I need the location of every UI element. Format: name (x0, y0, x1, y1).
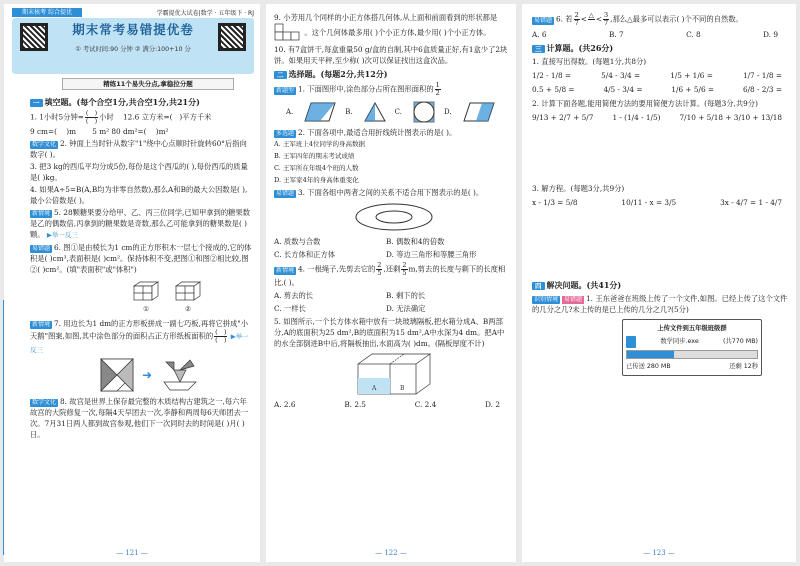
calc-item: 4/5 - 3/4 = (603, 85, 643, 94)
question-text: 6. 图①是由棱长为1 cm的正方形积木一层七个接成的,它的体积是( )cm³,表面积是( )cm²。保持体积不变,把图①和图②相比较,图②( )cm²。(填"表面积"或"体积") (30, 243, 252, 274)
section-tag: 一 (30, 99, 43, 107)
header-left-tag: 期末核考 综合提优 (12, 8, 82, 17)
calc-item: 6/8 - 2/3 = (742, 85, 782, 94)
option-d[interactable]: D. 2 (485, 400, 500, 409)
option-d[interactable]: D. 王军家4年的身高体重变化 (274, 176, 359, 184)
tangram-figure (100, 358, 254, 392)
equation-item: 10/11 - x = 3/5 (621, 198, 677, 207)
section-heading (532, 280, 788, 291)
shape-options (286, 101, 510, 123)
calc-item: 0.5 + 5/8 = (532, 85, 575, 94)
calc-item: 1 - (1/4 - 1/5) (612, 113, 661, 122)
question-5 (30, 207, 254, 241)
question-7: 新情境 7. 用边长为1 dm的正方形板拼成一副七巧板,再将它拼成"小天鹅"图案,如图,其中涂色部分的面积占正方形纸板面积的 ( ) ( ) ▶举一反三 (30, 319, 249, 354)
upload-title: 上传文件到五年级班级群 (657, 325, 727, 332)
options-row (274, 236, 510, 247)
qr-code-icon[interactable] (20, 23, 48, 51)
option-c[interactable]: C. 2.4 (414, 400, 437, 409)
question-mc-2 (274, 127, 510, 138)
options-row (532, 29, 788, 40)
question-text: 8. 故宫是世界上保存最完整的木质结构古建筑之一,每六年故宫的大院修复一次,每隔4天早团去一次,李静和两周每6天师团去一次。7月31日两人都到故宫参观,他们下一次同时去的时间是( )月( )日。 (30, 397, 249, 439)
q1b-part: 5 m² 80 dm²=( (92, 127, 147, 136)
question-4 (30, 184, 254, 206)
fraction-numerator: 2 (402, 261, 407, 269)
question-text: 4. 如果A÷5=B(A,B均为非零自然数),那么A和B的最大公因数是( ),最小公倍数是( )。 (30, 185, 248, 205)
tank-diagram (354, 352, 510, 396)
upload-progress-bar (626, 350, 758, 359)
cube-figure-2 (172, 278, 204, 315)
file-icon (626, 336, 636, 348)
question-text: 3. 把3 kg的西瓜平均分成5份,每份是这个西瓜的( ),每份西瓜的质量是( )kg。 (30, 162, 248, 182)
calc-question-2: 2. 计算下面各题,能用简便方法的要用简便方法计算。(每题3分,共9分) (532, 99, 758, 108)
option-a[interactable]: A. 剪去的长 (274, 291, 314, 300)
question-mc-4 (274, 262, 510, 288)
question-text: ,那么△最多可以表示( )个不同的自然数。 (610, 14, 743, 24)
section-tag: 四 (532, 282, 545, 290)
question-text: 。这个几何体最多用( )个小正方体,最少用( )个小正方体。 (304, 28, 491, 37)
q1-part: 12.6 立方米=( (123, 112, 173, 122)
question-text: 3. 下面各组中两者之间的关系不适合用下图表示的是( )。 (298, 188, 484, 197)
question-text: m,剪去的长度与剩下的长度相比,( )。 (274, 264, 506, 287)
option-a[interactable]: A. 质数与合数 (274, 237, 321, 246)
question-1b (30, 126, 254, 137)
upload-progress-fill (627, 351, 674, 358)
q1b-part: )m (66, 127, 76, 136)
fraction-numerator: 2 (574, 11, 579, 19)
option-label[interactable]: D. (444, 107, 452, 116)
q1b-part: )m² (155, 127, 169, 136)
calc-row (532, 70, 788, 81)
section-title: 填空题。(每个合空1分,共合空1分,共21分) (44, 97, 200, 107)
section-heading (30, 97, 254, 108)
question-8 (30, 396, 254, 440)
option-c[interactable]: C. 8 (686, 30, 701, 39)
section-heading (532, 43, 788, 54)
question-text: < (580, 14, 587, 24)
exam-header (12, 8, 254, 94)
calc-item: 7/10 + 5/18 + 3/10 + 13/18 (679, 113, 782, 122)
page-number: — 122 — (375, 549, 407, 557)
question-text: 1. 王东爸爸在班级上传了一个文件,如图。已经上传了这个文件的几分之几?未上传的是已上传的几分之几?(5分) (532, 294, 788, 314)
question-tag: 易错题 (32, 245, 51, 252)
question-10 (274, 44, 510, 66)
qr-code-icon[interactable] (218, 23, 246, 51)
calc-row (532, 112, 788, 123)
page-123 (522, 4, 796, 562)
question-tag: 新题型 (276, 86, 295, 94)
time-remaining: 还剩 12秒 (729, 363, 758, 370)
question-text: < (595, 14, 602, 24)
option-d[interactable]: D. 9 (763, 30, 778, 39)
equation-row (532, 197, 788, 208)
fraction-numerator: 1 (435, 81, 440, 89)
section-heading (274, 69, 510, 80)
option-c[interactable]: C. 一样长 (274, 304, 306, 313)
svg-text:B: B (400, 385, 405, 392)
section-title: 解决问题。(共41分) (546, 280, 622, 290)
q1-part: 小时 (99, 112, 114, 122)
figure-label: ① (143, 305, 149, 313)
question-tag: 易错题 (534, 16, 553, 24)
ellipse-diagram (354, 202, 510, 232)
options-row (274, 303, 510, 314)
section-tag: 二 (274, 71, 287, 79)
fraction-denominator: 5 (402, 269, 407, 277)
section-title: 计算题。(共26分) (546, 43, 614, 53)
calc-item: 5/4 - 3/4 = (601, 71, 641, 80)
header-right-tag: 学霸提优大试卷|数学 · 五年级下 · RJ (156, 10, 254, 17)
fraction-denominator: 2 (435, 89, 440, 97)
equation-item: x - 1/3 = 5/8 (532, 198, 578, 207)
question-mc-5 (274, 316, 510, 349)
option-d[interactable]: D. 无法确定 (386, 304, 426, 313)
option-label[interactable]: A. (286, 107, 294, 116)
fraction-numerator: 2 (377, 261, 382, 269)
calc-question-1: 1. 直接写出得数。(每题1分,共8分) (532, 57, 647, 66)
question-1: 1. 1小时5分钟= ( ) ( ) 小时 12.6 立方米=( )平方千米 (30, 109, 212, 125)
calc-row (532, 84, 788, 95)
question-tag: 数学文化 (32, 399, 57, 406)
question-tag: 多选题 (276, 130, 295, 137)
question-text: ,还剩 (383, 264, 401, 274)
section-title: 选择题。(每题2分,共12分) (288, 69, 388, 79)
option-c[interactable]: C. 长方体和正方体 (274, 250, 336, 259)
q1-part: )平方千米 (179, 112, 212, 122)
options-row (274, 399, 510, 410)
calc-item: 1/7 - 1/8 = (742, 71, 782, 80)
option-c[interactable]: C. 王军所在年级4个班的人数 (274, 164, 359, 172)
option-b[interactable]: B. 王军四年的期末考试成绩 (274, 152, 355, 160)
question-9 (274, 12, 510, 43)
question-tag: 数学文化 (32, 141, 57, 148)
page-number: — 121 — (116, 549, 148, 557)
page-121 (4, 4, 260, 562)
title-banner (12, 18, 254, 74)
page-number: — 123 — (643, 549, 675, 557)
q1b-part: 9 cm=( (30, 127, 57, 136)
arrow-icon: ➜ (142, 367, 153, 382)
calc-question-3: 3. 解方程。(每题3分,共9分) (532, 184, 625, 193)
fraction-denominator: 5 (377, 269, 382, 277)
question-tag: 新情境 (276, 266, 295, 274)
file-name: 数学同步.exe (660, 338, 699, 345)
option-b[interactable]: B. 剩下的长 (386, 291, 426, 300)
practice-link[interactable]: ▶举一反三 (30, 332, 249, 354)
question-mc-1 (274, 82, 510, 97)
options-row (274, 290, 510, 301)
question-text: 5. 如图所示,一个长方体水箱中放有一块玻璃隔板,把水箱分成A、B两部分,A的底面积为25 dm²,B的底面积为15 dm²,A中水深为4 dm。把A中的水全部倒进B中后,将隔板抽出,水面高为( )dm。(隔板厚度不计) (274, 317, 505, 348)
question-mc-6: 易错题 6. 若 $\frac{2}{7}$ < △ < $\frac{3}{7}$ ,那么△最多可以表示( )个不同的自然数。 (534, 11, 743, 27)
uploaded-amount: 已传送 280 MB (626, 363, 671, 370)
file-size: (共770 MB) (723, 338, 758, 345)
svg-text:A: A (372, 385, 377, 392)
tip-line: 精练11个易失分点,拿稳拉分题 (62, 78, 234, 90)
question-tag: 易错题 (276, 190, 295, 197)
calc-item: 1/6 + 5/6 = (671, 85, 715, 94)
section-tag: 三 (532, 45, 545, 53)
question-text: 5. 28颗糖果要分给甲、乙、丙三位同学,已知甲拿到的糖果数是乙的偶数倍,丙拿到的糖果数是奇数,那么乙可能拿到的糖果数是( )颗。 (30, 208, 251, 239)
question-tag: 新情境 (32, 210, 51, 217)
cube-figures (130, 278, 254, 315)
options-row (274, 249, 510, 260)
question-text: 2. 钟面上当时针从数字"1"绕中心点顺时针旋转60°后指向数字( )。 (30, 139, 247, 159)
option-b[interactable]: B. 7 (608, 30, 624, 39)
upload-dialog (622, 319, 762, 376)
question-tag: 识别情境 (534, 296, 559, 303)
option-b[interactable]: B. 偶数和4的倍数 (386, 237, 445, 246)
question-text: 2. 下面各项中,最适合用折线统计图表示的是( )。 (298, 128, 457, 137)
practice-link[interactable]: ▶举一反三 (46, 231, 78, 239)
question-2 (30, 138, 254, 160)
exam-info: ① 考试时间:90 分钟 ② 满分:100+10 分 (75, 46, 191, 53)
page-title: 期末常考易错提优卷 (72, 22, 194, 37)
question-text: 10. 有7盒饼干,每盒重量50 g/盒的自制,其中6盒质量正好,有1盒少了2块饼。如果用天平秤,至少称( )次可以保证找出这盒次品。 (274, 45, 508, 65)
calc-item: 1/5 + 1/6 = (670, 71, 713, 80)
question-tag: 新情境 (32, 321, 51, 328)
cube-figure-1 (130, 278, 162, 315)
question-text: 4. 一根绳子,先剪去它的 (298, 264, 376, 274)
option-d[interactable]: D. 等边三角形和等腰三角形 (386, 250, 477, 259)
question-6 (30, 242, 254, 275)
question-tag: 易错题 (564, 296, 583, 303)
calc-item: 1/2 - 1/8 = (532, 71, 572, 80)
calc-item: 9/13 + 2/7 + 5/7 (532, 113, 594, 122)
question-mc-3 (274, 187, 510, 198)
figure-label: ② (185, 305, 191, 313)
option-a[interactable]: A. 6 (532, 30, 547, 39)
option-label[interactable]: C. (394, 107, 402, 116)
fraction-denominator: 7 (574, 19, 579, 27)
q1-part: 1. 1小时5分钟= (30, 112, 84, 122)
question-text: 1. 下面图形中,涂色部分占所在图形面积的 (298, 84, 434, 94)
equation-item: 3x - 4/7 = 1 - 4/7 (720, 198, 782, 207)
question-text: 9. 小芳用几个同样的小正方体搭几何体,从上面和前面看到的形状都是 (274, 13, 498, 22)
question-text: 6. 若 (556, 14, 573, 24)
option-label[interactable]: B. (345, 107, 353, 116)
option-a[interactable]: A. 2.6 (274, 400, 296, 409)
question-3 (30, 161, 254, 183)
view-shape (274, 23, 302, 43)
problem-1 (532, 293, 788, 315)
option-b[interactable]: B. 2.5 (344, 400, 366, 409)
question-text: 7. 用边长为1 dm的正方形板拼成一副七巧板,再将它拼成"小天鹅"图案,如图,其中涂色部分的面积占正方形纸板面积的 (30, 319, 249, 341)
page-122 (266, 4, 516, 562)
option-a[interactable]: A. 王军班上4位同学的身高数据 (274, 140, 365, 148)
